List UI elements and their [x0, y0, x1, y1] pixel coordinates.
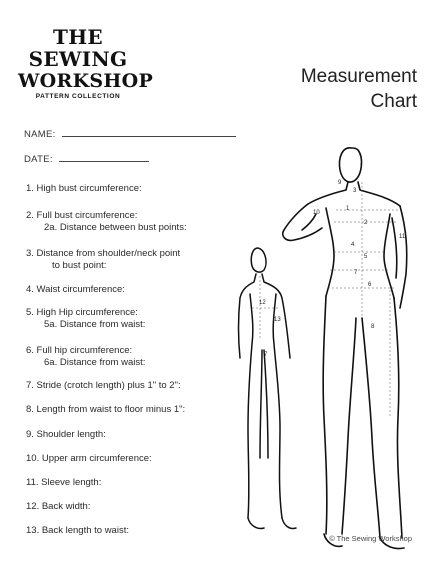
page-title: [301, 64, 417, 114]
item-label: 11. Sleeve length:: [26, 477, 102, 488]
date-field[interactable]: [24, 153, 149, 165]
back-head: [251, 248, 266, 272]
back-figure: [239, 248, 297, 529]
back-number-labels: [259, 300, 281, 358]
item-label: 9. Shoulder length:: [26, 429, 106, 440]
figure-number: 6: [368, 282, 372, 288]
measurement-item: [26, 248, 180, 272]
back-left-foot: [248, 518, 264, 529]
front-right-leg-inner: [362, 318, 380, 538]
figure-number: 4: [351, 242, 355, 248]
item-sublabel: to bust point:: [52, 260, 107, 271]
measurement-item: [26, 183, 142, 195]
item-label: 6. Full hip circumference:: [26, 345, 133, 356]
figure-number: 13: [274, 317, 281, 323]
front-right-arm-inner: [392, 218, 397, 278]
date-label: DATE:: [24, 154, 53, 165]
measurement-item: [26, 380, 181, 392]
measurement-item: [26, 525, 129, 537]
logo-line-workshop: WORKSHOP: [18, 70, 154, 92]
figure-number: 12: [259, 300, 266, 306]
measurement-item: [26, 501, 90, 513]
front-right-leg-outer: [394, 298, 402, 538]
front-measure-lines: [328, 182, 398, 418]
figure-number: 10: [313, 210, 320, 216]
fashion-figure-illustration: [230, 118, 430, 558]
logo-line-sewing: SEWING: [28, 47, 128, 71]
back-right-leg: [273, 294, 282, 518]
figure-number: 9: [338, 180, 342, 186]
front-left-leg-inner: [342, 318, 356, 534]
measurement-item: [26, 429, 106, 441]
front-head: [340, 148, 362, 182]
back-leg-inner: [260, 350, 262, 458]
measurement-item: [26, 284, 125, 296]
front-right-arm: [400, 206, 407, 308]
back-leg-inner-2: [264, 350, 268, 458]
figure-number: 1: [346, 206, 350, 212]
measurement-item: [26, 453, 152, 465]
measurement-item: [26, 307, 145, 331]
item-label: 12. Back width:: [26, 501, 91, 512]
item-sublabel: 6a. Distance from waist:: [44, 357, 146, 368]
figure-number: 11: [399, 234, 406, 240]
name-label: NAME:: [24, 129, 56, 140]
front-number-labels: [313, 180, 406, 330]
measurement-item: [26, 345, 145, 369]
copyright-note: © The Sewing Workshop: [329, 534, 412, 543]
measurement-item: [26, 210, 187, 234]
item-label: 7. Stride (crotch length) plus 1" to 2":: [26, 380, 181, 391]
front-left-arm-inner: [302, 214, 316, 230]
front-torso-left: [326, 208, 334, 296]
front-left-shoulder: [308, 182, 348, 204]
name-blank-line[interactable]: [62, 128, 236, 137]
title-line-2: Chart: [370, 91, 417, 112]
front-torso-right: [384, 214, 394, 298]
front-left-leg-outer: [323, 296, 327, 534]
back-left-arm: [239, 274, 257, 358]
front-figure: [283, 148, 407, 549]
item-label: 13. Back length to waist:: [26, 525, 129, 536]
item-label: 4. Waist circumference:: [26, 284, 125, 295]
figure-number: 2: [364, 220, 368, 226]
figure-number: 8: [371, 324, 375, 330]
back-right-foot: [282, 518, 296, 529]
measurement-item: [26, 477, 101, 489]
figure-number: 3: [353, 188, 357, 194]
date-blank-line[interactable]: [59, 153, 149, 162]
figure-number: 7: [354, 270, 358, 276]
logo-line-the: THE: [53, 25, 103, 49]
item-sublabel: 5a. Distance from waist:: [44, 319, 146, 330]
measurement-item: [26, 404, 185, 416]
name-field[interactable]: [24, 128, 236, 140]
figure-number: 5: [364, 254, 368, 260]
back-right-arm: [262, 274, 290, 358]
item-label: 1. High bust circumference:: [26, 183, 142, 194]
figure-number: 7: [264, 352, 268, 358]
item-label: 10. Upper arm circumference:: [26, 453, 152, 464]
item-label: 3. Distance from shoulder/neck point: [26, 248, 181, 259]
item-label: 8. Length from waist to floor minus 1":: [26, 404, 186, 415]
back-left-leg: [248, 294, 253, 518]
item-label: 2. Full bust circumference:: [26, 210, 138, 221]
front-right-shoulder: [358, 182, 400, 206]
item-sublabel: 2a. Distance between bust points:: [44, 222, 187, 233]
logo-subtitle: PATTERN COLLECTION: [35, 93, 121, 100]
brand-logo: [18, 25, 154, 100]
title-line-1: Measurement: [300, 66, 417, 87]
item-label: 5. High Hip circumference:: [26, 307, 138, 318]
